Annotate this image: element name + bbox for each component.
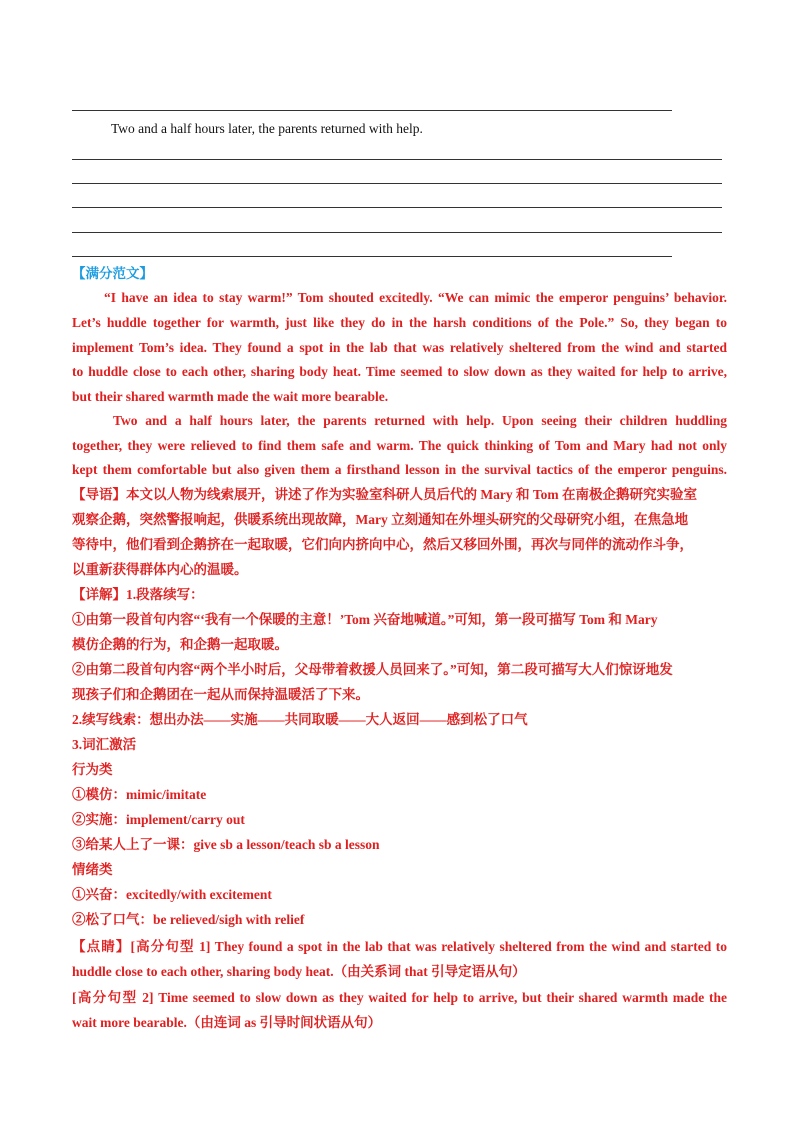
essay-line: Let’s huddle together for warmth, just like they do in the harsh conditions of the Pole.” So, they began to [72, 315, 727, 330]
detail-line: ①兴奋：excitedly/with excitement [72, 887, 272, 902]
essay-line: implement Tom’s idea. They found a spot in the lab that was relatively sheltered from the wind and started [72, 340, 727, 355]
detail-line: ②实施：implement/carry out [72, 812, 245, 827]
answer-line [72, 110, 672, 111]
guide-line: 【导语】本文以人物为线索展开，讲述了作为实验室科研人员后代的 Mary 和 Tom 在南极企鹅研究实验室 [72, 487, 697, 502]
guide-line: 等待中，他们看到企鹅挤在一起取暖，它们向内挤向中心，然后又移回外围，再次与同伴的流动作斗争， [72, 537, 693, 552]
writing-prompt: Two and a half hours later, the parents returned with help. [111, 121, 423, 136]
detail-line: ②由第二段首句内容“两个半小时后，父母带着救援人员回来了。”可知，第二段可描写大人们惊讶地发 [72, 662, 673, 677]
answer-line [72, 232, 722, 233]
detail-line: ②松了口气：be relieved/sigh with relief [72, 912, 305, 927]
essay-line: to huddle close to each other, sharing body heat. Time seemed to slow down as they waited for help to arrive, [72, 364, 727, 379]
guide-line: 以重新获得群体内心的温暖。 [72, 562, 248, 577]
essay-line: together, they were relieved to find them safe and warm. The quick thinking of Tom and Mary had not only [72, 438, 727, 453]
essay-line: Two and a half hours later, the parents returned with help. Upon seeing their children huddling [113, 413, 727, 428]
detail-line: 2.续写线索：想出办法——实施——共同取暖——大人返回——感到松了口气 [72, 712, 528, 727]
guide-line: 观察企鹅，突然警报响起，供暖系统出现故障，Mary 立刻通知在外埋头研究的父母研究小组，在焦急地 [72, 512, 689, 527]
answer-line [72, 183, 722, 184]
detail-line: 3.词汇激活 [72, 737, 137, 752]
comment-line: 【点睛】[高分句型 1] They found a spot in the lab that was relatively sheltered from the wind and started to [72, 939, 727, 954]
detail-line: ①模仿：mimic/imitate [72, 787, 207, 802]
comment-line: huddle close to each other, sharing body heat.（由关系词 that 引导定语从句） [72, 964, 526, 979]
answer-line [72, 159, 722, 160]
comment-line: [高分句型 2] Time seemed to slow down as they waited for help to arrive, but their shared warmth made the [72, 990, 727, 1005]
model-essay-heading: 【满分范文】 [72, 266, 153, 281]
answer-line [72, 207, 722, 208]
essay-line: “I have an idea to stay warm!” Tom shouted excitedly. “We can mimic the emperor penguins’ behavior. [104, 290, 727, 305]
detail-line: 【详解】1.段落续写： [72, 587, 204, 602]
detail-line: ①由第一段首句内容“‘我有一个保暖的主意！’Tom 兴奋地喊道。”可知，第一段可描写 Tom 和 Mary [72, 612, 658, 627]
detail-line: 行为类 [72, 762, 113, 777]
essay-line: kept them comfortable but also given them a firsthand lesson in the survival tactics of the emperor penguins. [72, 462, 727, 477]
essay-line: but their shared warmth made the wait more bearable. [72, 389, 389, 404]
detail-line: 模仿企鹅的行为，和企鹅一起取暖。 [72, 637, 288, 652]
detail-line: 情绪类 [72, 862, 113, 877]
detail-line: ③给某人上了一课：give sb a lesson/teach sb a lesson [72, 837, 380, 852]
detail-line: 现孩子们和企鹅团在一起从而保持温暖活了下来。 [72, 687, 369, 702]
answer-line [72, 256, 672, 257]
comment-line: wait more bearable.（由连词 as 引导时间状语从句） [72, 1015, 382, 1030]
